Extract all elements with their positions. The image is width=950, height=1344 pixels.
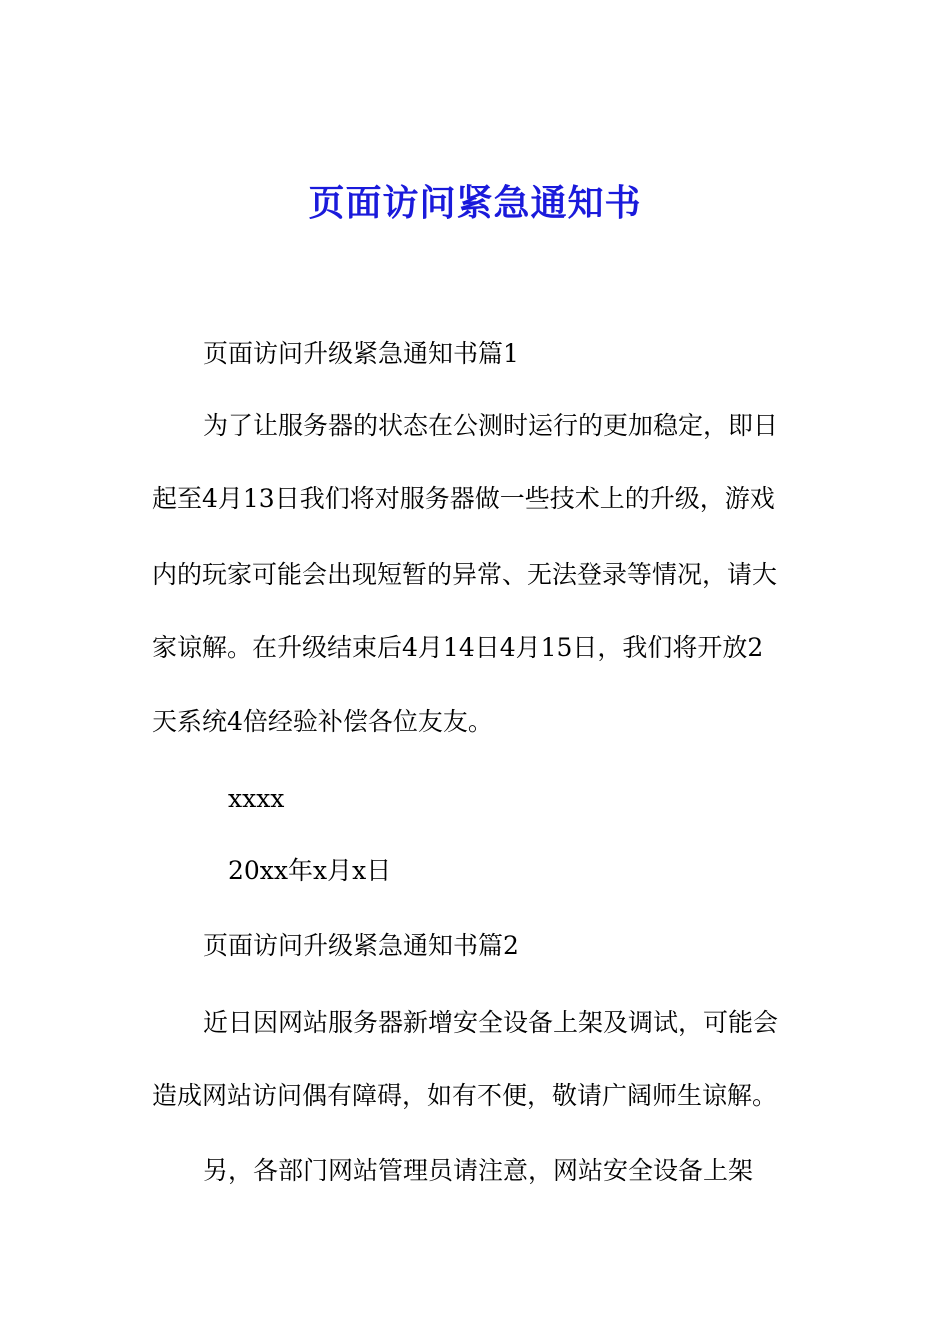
date-line: 20xx年x月x日	[228, 856, 392, 885]
paragraph-line: 近日因网站服务器新增安全设备上架及调试，可能会	[203, 1008, 779, 1037]
signature-line: xxxx	[228, 784, 285, 813]
paragraph-line: 造成网站访问偶有障碍，如有不便，敬请广阔师生谅解。	[152, 1081, 778, 1110]
paragraph-line: 起至4月13日我们将对服务器做一些技术上的升级，游戏	[152, 484, 775, 513]
paragraph-line: 内的玩家可能会出现短暂的异常、无法登录等情况，请大	[152, 560, 778, 589]
paragraph-line: 另，各部门网站管理员请注意，网站安全设备上架	[203, 1156, 754, 1185]
document-title: 页面访问紧急通知书	[308, 182, 642, 224]
section-heading-2: 页面访问升级紧急通知书篇2	[203, 931, 519, 960]
paragraph-line: 为了让服务器的状态在公测时运行的更加稳定，即日	[203, 411, 779, 440]
section-heading-1: 页面访问升级紧急通知书篇1	[203, 339, 519, 368]
paragraph-line: 天系统4倍经验补偿各位友友。	[152, 707, 493, 736]
paragraph-line: 家谅解。在升级结束后4月14日4月15日，我们将开放2	[152, 633, 764, 662]
